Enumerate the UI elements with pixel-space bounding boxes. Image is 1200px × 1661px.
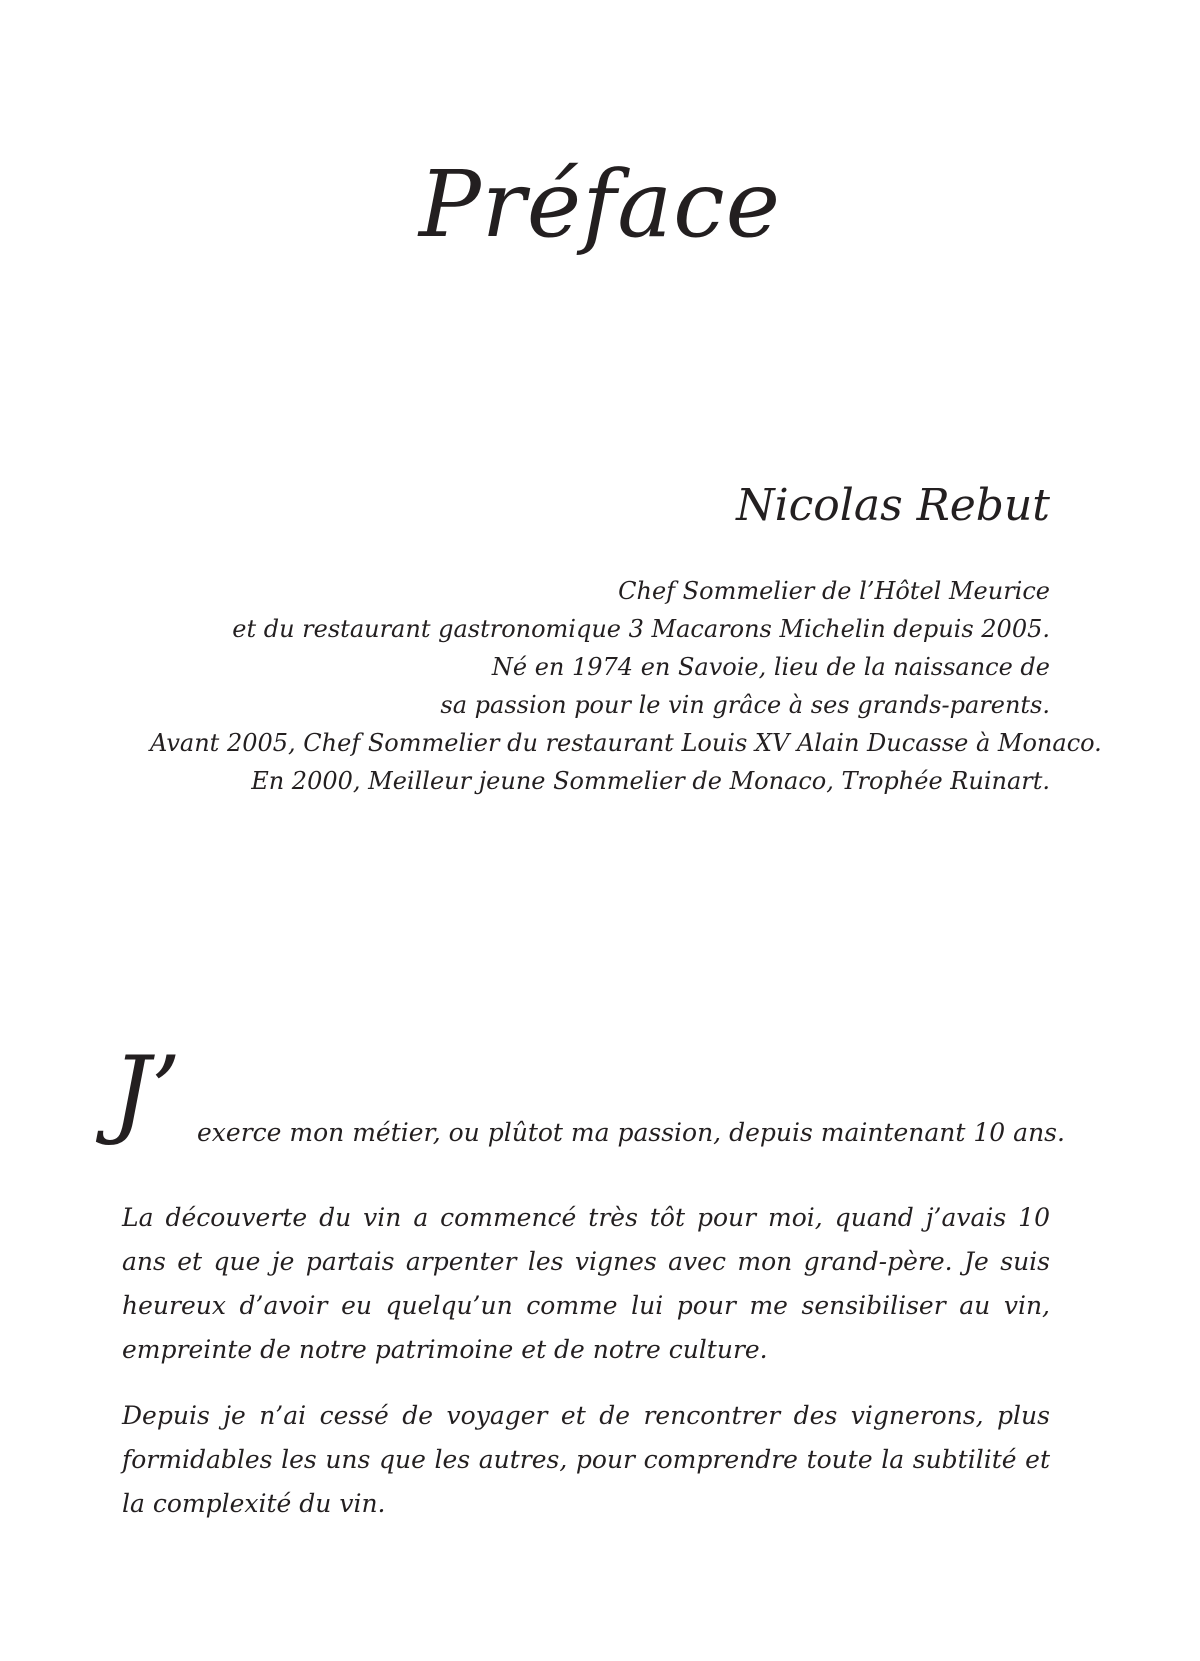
page-title: Préface bbox=[418, 151, 782, 258]
bio-line: Né en 1974 en Savoie, lieu de la naissance de bbox=[491, 653, 1050, 681]
opening-line: exerce mon métier, ou plûtot ma passion, depuis maintenant 10 ans. bbox=[197, 1118, 1065, 1147]
body-paragraph: Depuis je n’ai cessé de voyager et de rencontrer des vignerons, plus formidables les uns que les autres, pour comprendre toute la subtilité et la complexité du vin. bbox=[122, 1401, 1050, 1518]
bio-line: Avant 2005, Chef Sommelier du restaurant Louis XV Alain Ducasse à Monaco. bbox=[150, 729, 1102, 757]
bio-line: Chef Sommelier de l’Hôtel Meurice bbox=[618, 577, 1050, 605]
author-name: Nicolas Rebut bbox=[736, 480, 1050, 531]
bio-line: En 2000, Meilleur jeune Sommelier de Monaco, Trophée Ruinart. bbox=[251, 767, 1050, 795]
body-paragraph: La découverte du vin a commencé très tôt pour moi, quand j’avais 10 ans et que je partais arpenter les vignes avec mon grand-père. Je suis heureux d’avoir eu quelqu’un comme lui pour me sensibiliser au vin, empreinte de notre patrimoine et de notre culture. bbox=[122, 1203, 1050, 1364]
drop-cap: J’ bbox=[112, 1036, 181, 1148]
bio-line: et du restaurant gastronomique 3 Macarons Michelin depuis 2005. bbox=[232, 615, 1050, 643]
author-bio bbox=[150, 572, 1102, 800]
bio-line: sa passion pour le vin grâce à ses grands-parents. bbox=[440, 691, 1050, 719]
